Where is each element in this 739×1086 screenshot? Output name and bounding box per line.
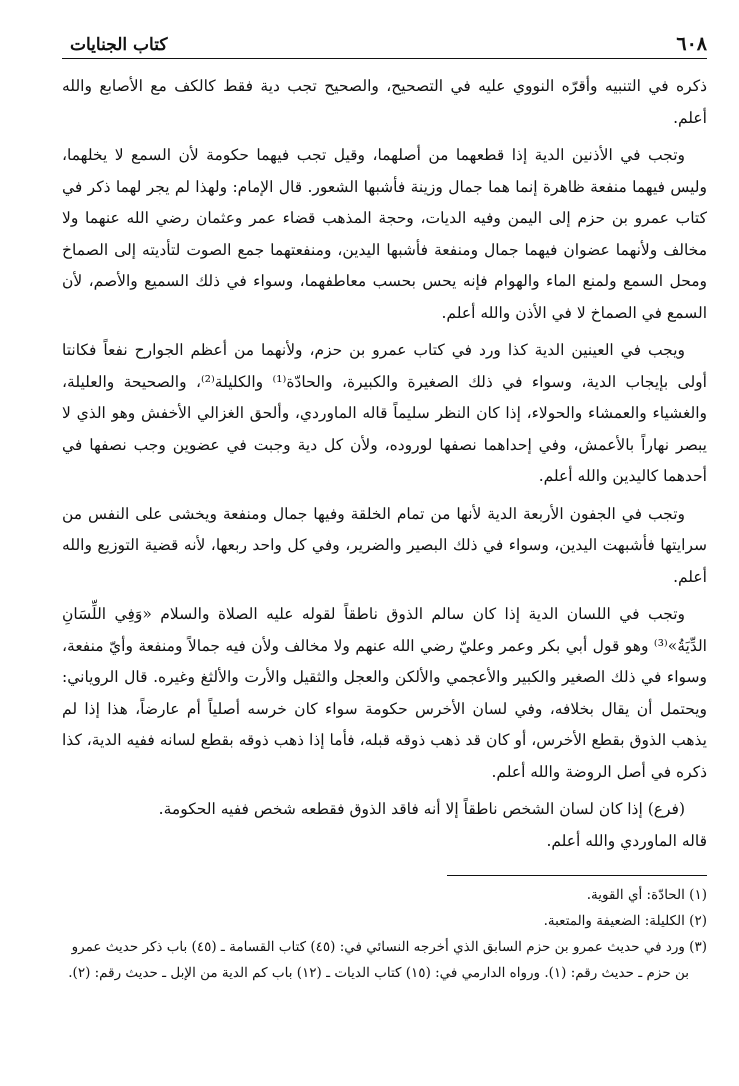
footnote-2: (٢) الكليلة: الضعيفة والمتعبة.: [543, 913, 707, 929]
footnote-1: (١) الحادّة: أي القوية.: [586, 887, 707, 903]
paragraph-branch: (فرع) إذا كان لسان الشخص ناطقاً إلا أنه فاقد الذوق فقطعه شخص ففيه الحكومة.: [158, 800, 685, 818]
footnotes: [62, 882, 707, 986]
paragraph-closing: قاله الماوردي والله أعلم.: [546, 831, 707, 850]
main-text: [62, 71, 707, 857]
paragraph-ears: وتجب في الأذنين الدية إذا قطعهما من أصلهما، وقيل تجب فيهما حكومة لأن السمع لا يخلهما، وليس فيهما منفعة ظاهرة إنما هما جمال وزينة فأشبها الشعور. قال الإمام: ولهذا لم يجر لهما ذكر في كتاب عمرو بن حزم إلى اليمن وفيه الديات، وحجة المذهب قضاء عمر وعثمان رضي الله عنهما ولا مخالف ولأنهما عضوان فيهما جمال ومنفعة فأشبها اليدين، ومنفعتهما جمع الصوت لتأديته إلى الصماخ ومحل السمع ولمنع الماء والهوام فإنه يحس بحسب معاطفهما، وسواء في ذلك السميع والأصم، لأن السمع في الصماخ لا في الأذن والله أعلم.: [62, 146, 707, 322]
paragraph-eyes: ويجب في العينين الدية كذا ورد في كتاب عمرو بن حزم، ولأنهما من أعظم الجوارح نفعاً فكانتا أولى بإيجاب الدية، وسواء في ذلك الصغيرة والكبيرة، والحادّة⁽¹⁾ والكليلة⁽²⁾، والصحيحة والعليلة، والغشياء والعمشاء والحولاء، إذا كان النظر سليماً قاله الماوردي، وألحق الغزالي الأخفش وهو الذي لا يبصر نهاراً بالأعمش، وفي إحداهما نصفها لوروده، ولأن كل دية وجبت في عضوين وجب نصفها في أحدهما كاليدين والله أعلم.: [62, 341, 707, 485]
running-head: [62, 30, 707, 59]
footnote-3: (٣) ورد في حديث عمرو بن حزم السابق الذي أخرجه النسائي في: (٤٥) كتاب القسامة ـ (٤٥) باب ذكر حديث عمرو بن حزم ـ حديث رقم: (١). ورواه الدارمي في: (١٥) كتاب الديات ـ (١٢) باب كم الدية من الإبل ـ حديث رقم: (٢).: [68, 939, 707, 981]
paragraph-eyelids: وتجب في الجفون الأربعة الدية لأنها من تمام الخلقة وفيها جمال ومنفعة ويخشى على النفس من سرايتها فأشبهت اليدين، وسواء في ذلك البصير والضرير، وفي كل واحد ربعها، لأنه قضية التوزيع والله أعلم.: [62, 504, 707, 586]
book-page: [62, 30, 707, 986]
paragraph-continuation: ذكره في التنبيه وأقرّه النووي عليه في التصحيح، والصحيح تجب دية فقط كالكف مع الأصابع والله أعلم.: [62, 77, 707, 127]
paragraph-tongue: وتجب في اللسان الدية إذا كان سالم الذوق ناطقاً لقوله عليه الصلاة والسلام «وَفِي اللِّسَانِ الدِّيَةُ»⁽³⁾ وهو قول أبي بكر وعمر وعليّ رضي الله عنهم ولا مخالف ولأن فيه جمالاً ومنفعة وأيّ منفعة، وسواء في ذلك الصغير والكبير والأعجمي والألكن والعجل والثقيل والأرت والألثغ وغيره. قال الروياني: ويحتمل أن يقال بخلافه، وفي لسان الأخرس حكومة سواء كان خرسه أصلياً أم عارضاً، هذا إذا لم يذهب الذوق بقطع الأخرس، أو كان قد ذهب ذوقه قبله، فأما إذا ذهب ذوقه بقطع لسانه ففيه الدية، كذا ذكره في أصل الروضة والله أعلم.: [62, 605, 707, 781]
page-number: ٦٠٨: [676, 33, 707, 55]
footnote-separator: [447, 875, 707, 876]
book-title: كتاب الجنايات: [70, 35, 168, 55]
